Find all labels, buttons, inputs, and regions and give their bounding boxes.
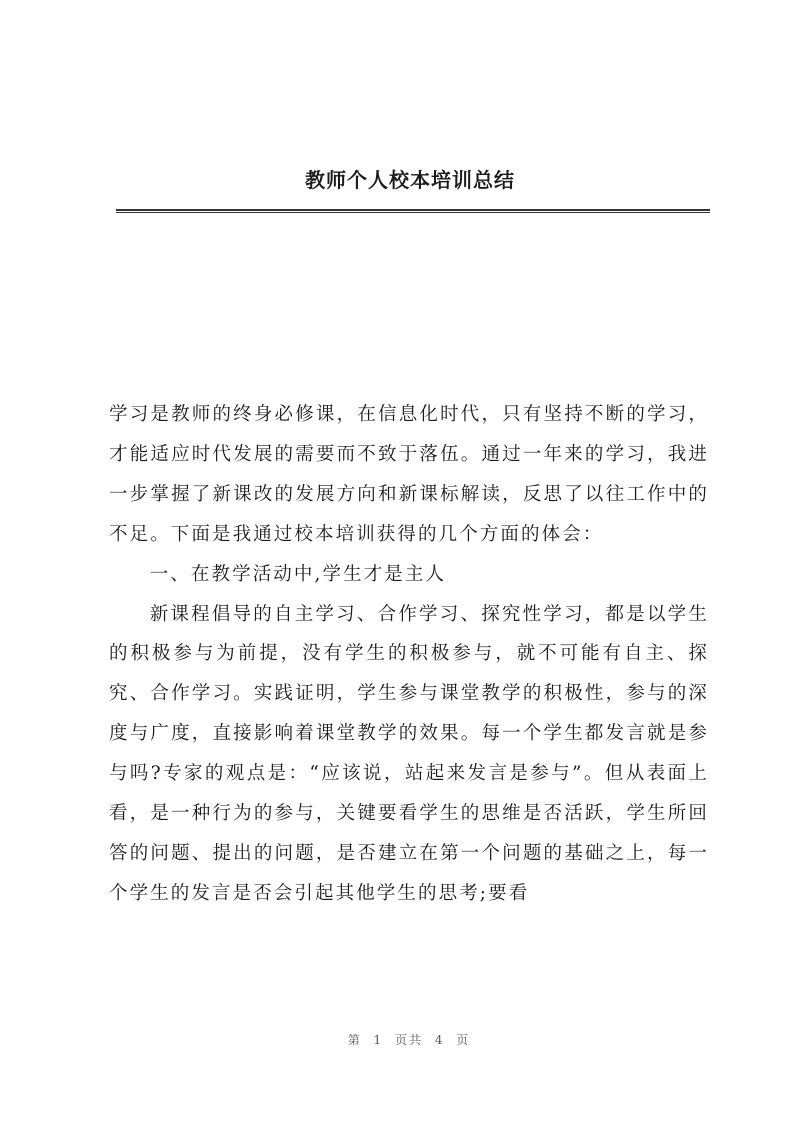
page-number-footer: 第 1 页共 4 页 [347, 1033, 471, 1047]
section-heading: 一、在教学活动中,学生才是主人 [149, 563, 447, 585]
page-title: 教师个人校本培训总结 [305, 168, 515, 192]
body-paragraph: 新课程倡导的自主学习、合作学习、探究性学习，都是以学生的积极参与为前提，没有学生的积极参与，就不可能有自主、探究、合作学习。实践证明，学生参与课堂教学的积极性，参与的深度与广度，直接影响着课堂教学的效果。每一个学生都发言就是参与吗?专家的观点是：“应该说，站起来发言是参与”。但从表面上看，是一种行为的参与，关键要看学生的思维是否活跃，学生所回答的问题、提出的问题，是否建立在第一个问题的基础之上，每一个学生的发言是否会引起其他学生的思考;要看 [109, 603, 709, 904]
title-divider [116, 209, 710, 213]
document-body [109, 395, 709, 914]
body-paragraph: 学习是教师的终身必修课，在信息化时代，只有坚持不断的学习，才能适应时代发展的需要而不致于落伍。通过一年来的学习，我进一步掌握了新课改的发展方向和新课标解读，反思了以往工作中的不足。下面是我通过校本培训获得的几个方面的体会： [109, 404, 709, 545]
